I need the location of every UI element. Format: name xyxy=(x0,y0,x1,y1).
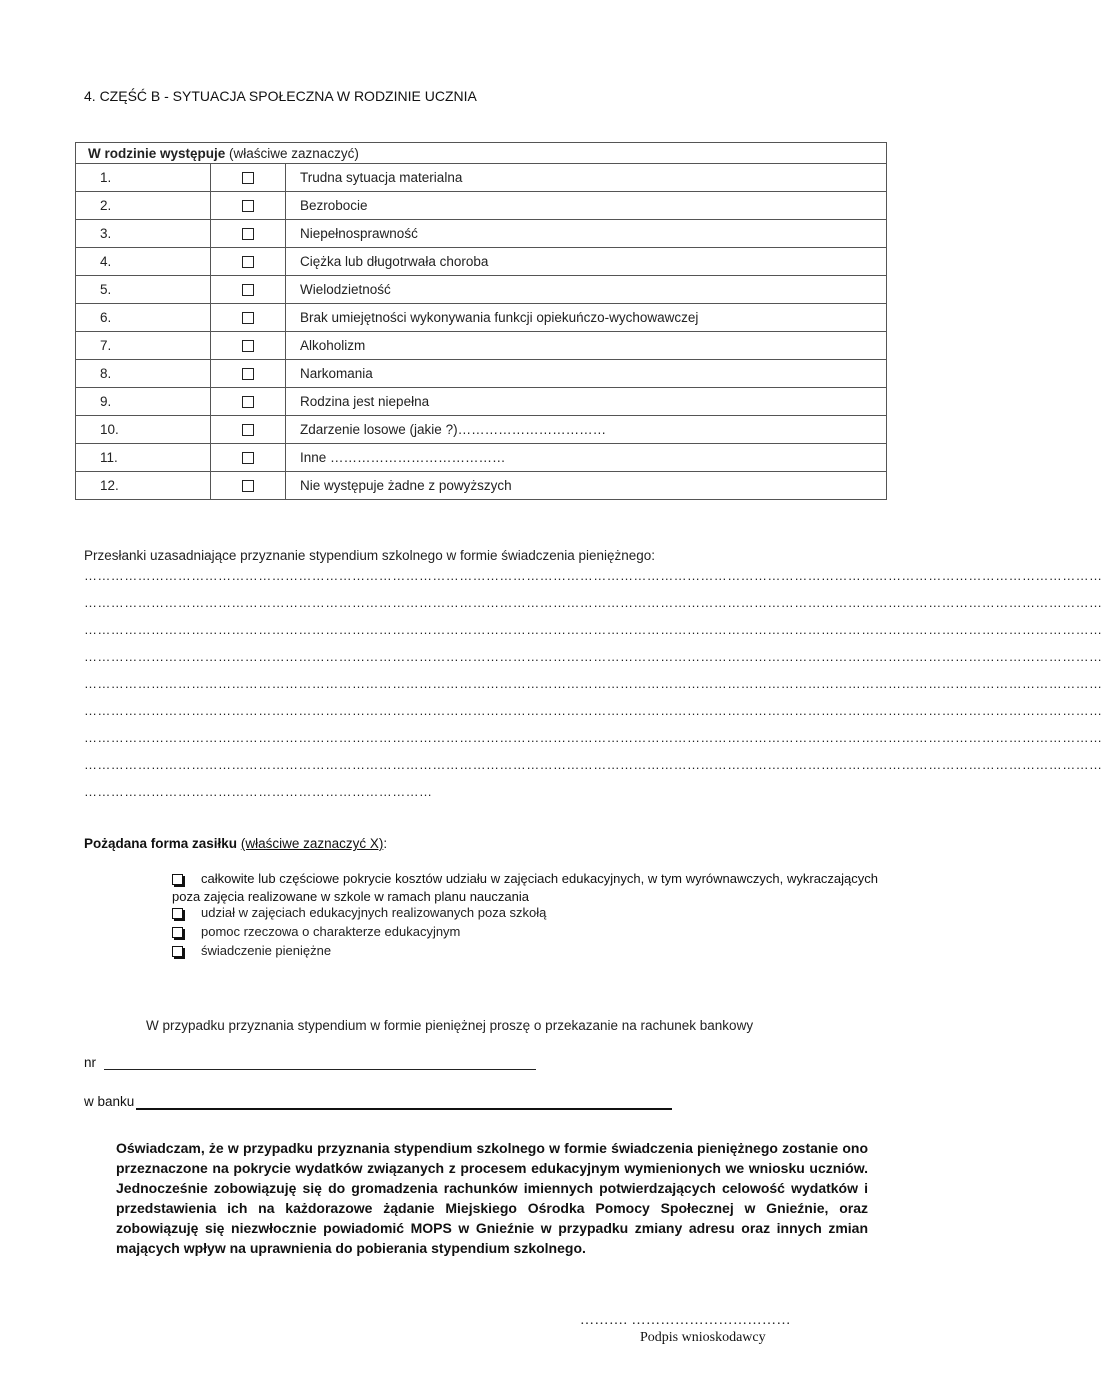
dotted-line[interactable]: ………………………………………………………………………………………………………………………………………………………………………………………………………… xyxy=(84,730,1102,745)
row-label: Nie występuje żadne z powyższych xyxy=(286,472,887,500)
bank-account-intro: W przypadku przyznania stypendium w formie pieniężnej proszę o przekazanie na rachunek bankowy xyxy=(146,1018,754,1033)
table-row xyxy=(76,164,887,192)
row-checkbox-cell[interactable] xyxy=(211,164,286,192)
row-label: Bezrobocie xyxy=(286,192,887,220)
checkbox-icon[interactable] xyxy=(242,396,254,408)
checkbox-icon[interactable] xyxy=(242,424,254,436)
row-checkbox-cell[interactable] xyxy=(211,332,286,360)
row-label: Wielodzietność xyxy=(286,276,887,304)
row-checkbox-cell[interactable] xyxy=(211,192,286,220)
checkbox-icon[interactable] xyxy=(242,368,254,380)
checkbox-icon[interactable] xyxy=(242,284,254,296)
table-body xyxy=(76,164,887,500)
row-number: 5. xyxy=(76,276,211,304)
row-number: 12. xyxy=(76,472,211,500)
checkbox-icon[interactable] xyxy=(242,172,254,184)
row-number: 7. xyxy=(76,332,211,360)
dotted-line[interactable]: ………………………………………………………………………………………………………………………………………………………………………………………………………… xyxy=(84,649,1102,664)
signature-line[interactable]: ………. …………………………… xyxy=(580,1313,791,1328)
signature-label: Podpis wnioskodawcy xyxy=(640,1330,766,1345)
account-number-label: nr xyxy=(84,1055,97,1070)
table-row xyxy=(76,444,887,472)
dotted-line[interactable]: ………………………………………………………………………………………………………………………………………………………………………………………………………… xyxy=(84,595,1102,610)
checkbox-icon[interactable] xyxy=(172,946,183,957)
aid-option-1[interactable] xyxy=(172,870,878,906)
table-row xyxy=(76,192,887,220)
dotted-line[interactable]: …………………………………………………………………… xyxy=(84,784,433,799)
row-label: Brak umiejętności wykonywania funkcji opiekuńczo-wychowawczej xyxy=(286,304,887,332)
table-row xyxy=(76,360,887,388)
checkbox-icon[interactable] xyxy=(242,452,254,464)
table-row xyxy=(76,248,887,276)
row-label: Inne ………………………………… xyxy=(286,444,887,472)
row-checkbox-cell[interactable] xyxy=(211,388,286,416)
table-row xyxy=(76,388,887,416)
row-checkbox-cell[interactable] xyxy=(211,360,286,388)
checkbox-icon[interactable] xyxy=(172,908,183,919)
table-row xyxy=(76,304,887,332)
row-number: 1. xyxy=(76,164,211,192)
aid-option-1-label: całkowite lub częściowe pokrycie kosztów udziału w zajęciach edukacyjnych, w tym wyrównawczych, wykraczających poza zajęcia realizowane w szkole w ramach planu nauczania xyxy=(172,871,878,904)
premises-label: Przesłanki uzasadniające przyznanie stypendium szkolnego w formie świadczenia pieniężnego: xyxy=(84,548,656,563)
row-number: 4. xyxy=(76,248,211,276)
account-number-field[interactable] xyxy=(104,1069,536,1070)
row-number: 2. xyxy=(76,192,211,220)
dotted-line[interactable]: ………………………………………………………………………………………………………………………………………………………………………………………………………… xyxy=(84,703,1102,718)
row-label: Alkoholizm xyxy=(286,332,887,360)
dotted-line[interactable]: ………………………………………………………………………………………………………………………………………………………………………………………………………… xyxy=(84,676,1102,691)
checkbox-icon[interactable] xyxy=(242,312,254,324)
row-checkbox-cell[interactable] xyxy=(211,276,286,304)
aid-option-2[interactable] xyxy=(172,905,546,920)
row-number: 10. xyxy=(76,416,211,444)
row-number: 6. xyxy=(76,304,211,332)
checkbox-icon[interactable] xyxy=(172,874,183,885)
aid-option-2-label: udział w zajęciach edukacyjnych realizowanych poza szkołą xyxy=(201,905,547,920)
aid-option-4-label: świadczenie pieniężne xyxy=(201,943,332,958)
checkbox-icon[interactable] xyxy=(242,228,254,240)
row-label: Ciężka lub długotrwała choroba xyxy=(286,248,887,276)
aid-option-3-label: pomoc rzeczowa o charakterze edukacyjnym xyxy=(201,924,461,939)
checkbox-icon[interactable] xyxy=(242,256,254,268)
table-row xyxy=(76,276,887,304)
aid-option-3[interactable] xyxy=(172,924,460,939)
row-checkbox-cell[interactable] xyxy=(211,416,286,444)
table-header xyxy=(76,143,887,164)
checkbox-icon[interactable] xyxy=(242,480,254,492)
row-checkbox-cell[interactable] xyxy=(211,472,286,500)
aid-form-label xyxy=(84,836,387,851)
table-row xyxy=(76,472,887,500)
bank-name-field[interactable] xyxy=(136,1108,672,1110)
table-header-bold: W rodzinie występuje xyxy=(88,145,226,161)
row-number: 9. xyxy=(76,388,211,416)
table-row xyxy=(76,416,887,444)
table-row xyxy=(76,332,887,360)
section-title: 4. CZĘŚĆ B - SYTUACJA SPOŁECZNA W RODZINIE UCZNIA xyxy=(84,88,477,104)
table-row xyxy=(76,220,887,248)
row-checkbox-cell[interactable] xyxy=(211,220,286,248)
aid-form-label-colon: : xyxy=(383,836,388,851)
checkbox-icon[interactable] xyxy=(242,200,254,212)
checkbox-icon[interactable] xyxy=(172,927,183,938)
table-header-hint: (właściwe zaznaczyć) xyxy=(225,145,359,161)
dotted-line[interactable]: ………………………………………………………………………………………………………………………………………………………………………………………………………… xyxy=(84,622,1102,637)
bank-name-label: w banku xyxy=(84,1094,135,1109)
row-checkbox-cell[interactable] xyxy=(211,248,286,276)
row-label: Zdarzenie losowe (jakie ?)…………………………… xyxy=(286,416,887,444)
family-situation-table xyxy=(75,142,887,500)
row-label: Niepełnosprawność xyxy=(286,220,887,248)
row-number: 11. xyxy=(76,444,211,472)
row-number: 8. xyxy=(76,360,211,388)
declaration-text: Oświadczam, że w przypadku przyznania stypendium szkolnego w formie świadczenia pieniężnego zostanie ono przeznaczone na pokrycie wydatków związanych z procesem edukacyjnym wymienionych we wniosku uczniów. Jednocześnie zobowiązuję się do gromadzenia rachunków imiennych potwierdzających celowość wydatków i przedstawienia ich na każdorazowe żądanie Miejskiego Ośrodka Pomocy Społecznej w Gnieźnie, oraz zobowiązuję się niezwłocznie powiadomić MOPS w Gnieźnie w przypadku zmiany adresu oraz innych zmian mających wpływ na uprawnienia do pobierania stypendium szkolnego. xyxy=(116,1140,868,1256)
aid-form-label-hint: (właściwe zaznaczyć X) xyxy=(240,836,384,851)
aid-form-label-bold: Pożądana forma zasiłku xyxy=(84,836,238,851)
row-checkbox-cell[interactable] xyxy=(211,304,286,332)
row-label: Narkomania xyxy=(286,360,887,388)
dotted-line[interactable]: ………………………………………………………………………………………………………………………………………………………………………………………………………… xyxy=(84,757,1102,772)
checkbox-icon[interactable] xyxy=(242,340,254,352)
row-label: Trudna sytuacja materialna xyxy=(286,164,887,192)
aid-option-4[interactable] xyxy=(172,943,331,958)
row-number: 3. xyxy=(76,220,211,248)
dotted-line[interactable]: ………………………………………………………………………………………………………………………………………………………………………………………………………… xyxy=(84,568,1102,583)
row-label: Rodzina jest niepełna xyxy=(286,388,887,416)
row-checkbox-cell[interactable] xyxy=(211,444,286,472)
